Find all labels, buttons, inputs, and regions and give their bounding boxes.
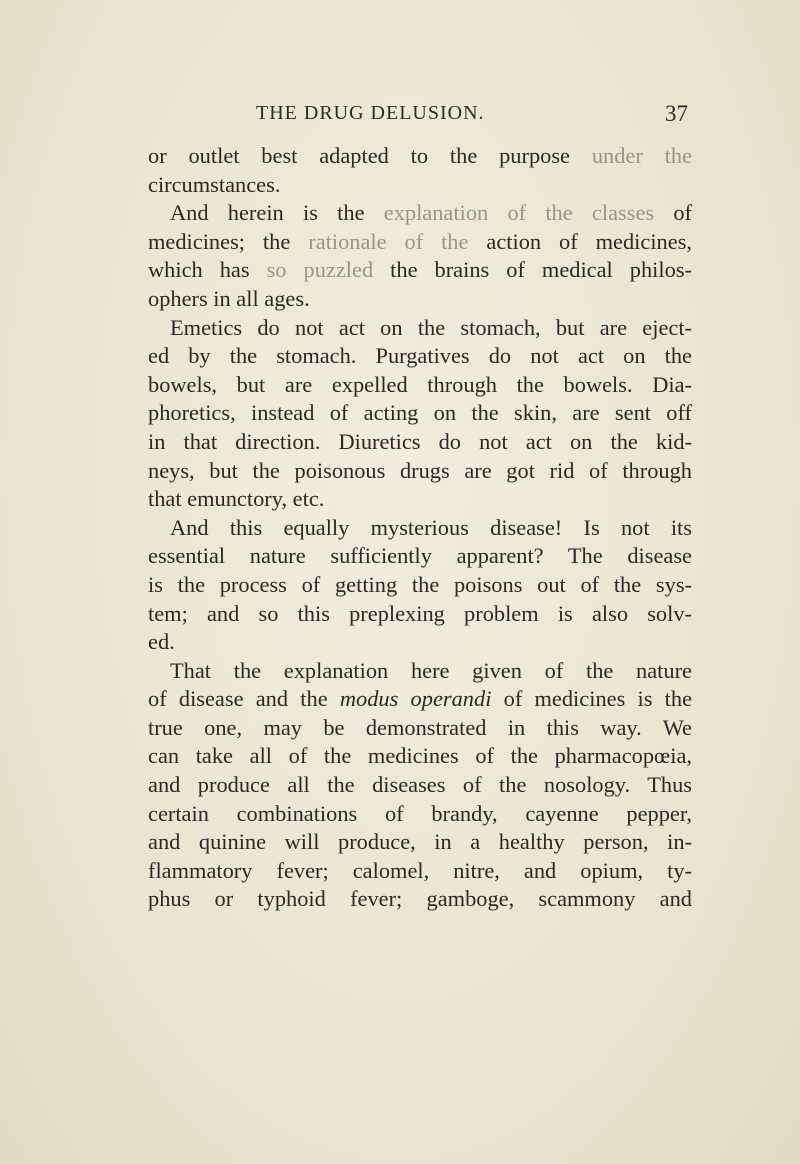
text-line [148, 828, 692, 857]
text-segment: ed. [148, 629, 175, 655]
text-line [148, 142, 692, 171]
text-segment: flammatory fever; calomel, nitre, and opium, ty- [148, 857, 692, 883]
text-line [148, 485, 692, 514]
text-segment: ophers in all ages. [148, 285, 310, 311]
page-number: 37 [665, 101, 688, 126]
text-segment: or outlet best adapted to the purpose [148, 143, 592, 168]
text-segment: and produce all the diseases of the nosology. Thus [148, 772, 692, 798]
text-segment: certain combinations of brandy, cayenne pepper, [148, 800, 692, 826]
text-segment: tem; and so this preplexing problem is also solv- [148, 600, 692, 626]
text-line [148, 885, 692, 914]
running-title: THE DRUG DELUSION. [256, 102, 485, 124]
text-segment: can take all of the medicines of the pharmacopœia, [148, 743, 692, 769]
text-segment: circumstances. [148, 171, 281, 197]
text-line [148, 542, 692, 571]
text-segment: And this equally mysterious disease! Is not its [170, 514, 692, 540]
text-line [148, 457, 692, 486]
text-line [148, 628, 692, 657]
text-line [148, 742, 692, 771]
faded-text: explanation of the classes [383, 200, 655, 226]
text-segment: of medicines is the [491, 686, 693, 712]
text-line [148, 171, 692, 200]
text-segment: of [654, 200, 692, 226]
text-segment: And herein is the [170, 200, 384, 226]
text-line [148, 600, 692, 629]
text-line [148, 714, 692, 743]
text-segment: is the process of getting the poisons out of the sys- [148, 571, 692, 597]
running-head [140, 102, 688, 132]
text-segment: That the explanation here given of the nature [170, 657, 692, 683]
text-line [148, 771, 692, 800]
faded-text: so puzzled [266, 257, 374, 283]
text-segment: phoretics, instead of acting on the skin, are sent off [148, 400, 692, 426]
text-segment: action of medicines, [468, 228, 693, 254]
text-line [148, 256, 692, 285]
text-segment: medicines; the [148, 228, 309, 254]
text-segment: in that direction. Diuretics do not act on the kid- [148, 428, 692, 454]
text-line [148, 857, 692, 886]
text-line [148, 342, 692, 371]
text-line [148, 399, 692, 428]
text-segment: the brains of medical philos- [373, 257, 692, 283]
text-line [148, 371, 692, 400]
text-segment: which has [148, 257, 267, 283]
text-segment: and quinine will produce, in a healthy person, in- [148, 829, 692, 855]
text-segment: essential nature sufficiently apparent? The disease [148, 543, 692, 569]
text-segment: bowels, but are expelled through the bowels. Dia- [148, 371, 692, 397]
text-segment: that emunctory, etc. [148, 486, 325, 512]
text-line [148, 657, 692, 686]
text-line [148, 285, 692, 314]
text-segment: ed by the stomach. Purgatives do not act on the [148, 343, 692, 369]
text-line [148, 571, 692, 600]
text-line [148, 314, 692, 343]
text-line [148, 228, 692, 257]
text-segment: neys, but the poisonous drugs are got rid of through [148, 457, 692, 483]
faded-text: under the [591, 143, 692, 168]
text-segment: of disease and the [148, 686, 340, 712]
text-line [148, 199, 692, 228]
text-line [148, 428, 692, 457]
italic-text: modus operandi [339, 686, 492, 712]
text-segment: phus or typhoid fever; gamboge, scammony and [148, 886, 692, 912]
text-line [148, 800, 692, 829]
faded-text: rationale of the [308, 228, 469, 254]
text-segment: true one, may be demonstrated in this way. We [148, 714, 692, 740]
text-line [148, 685, 692, 714]
text-segment: Emetics do not act on the stomach, but are eject- [170, 314, 692, 340]
text-line [148, 514, 692, 543]
body-text [148, 142, 692, 914]
